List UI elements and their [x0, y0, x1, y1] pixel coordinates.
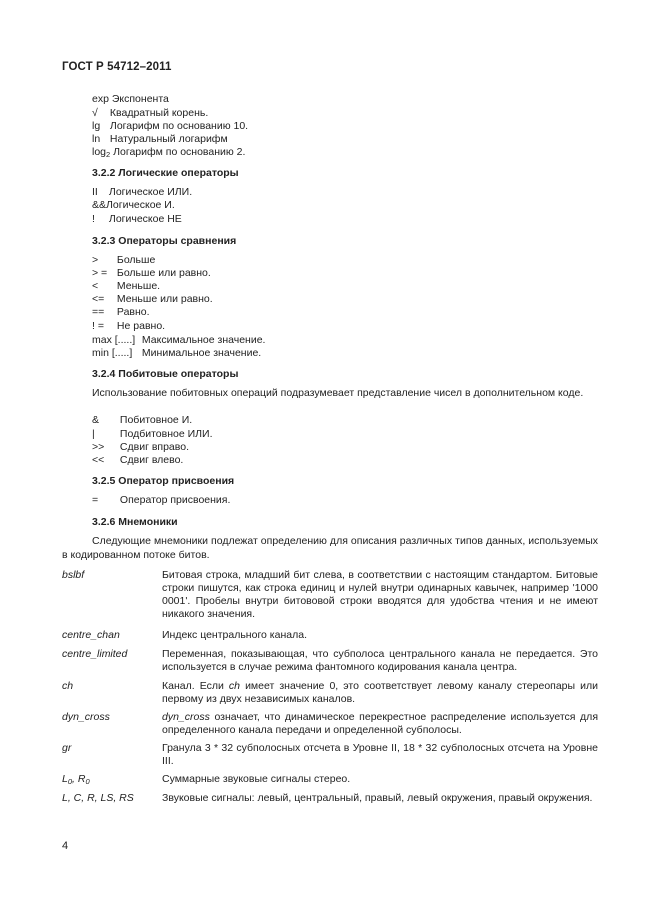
- bitwise-intro: Использование побитовных операций подразумевает представление чисел в дополнительном коде.: [92, 387, 584, 399]
- op-description: Минимальное значение.: [141, 347, 262, 359]
- def-lcr: Звуковые сигналы: левый, центральный, правый, левый окружения, правый окружения.: [162, 792, 593, 804]
- def-ch: [162, 680, 598, 706]
- op-symbol: <: [92, 280, 99, 292]
- bitwise-op: [92, 441, 189, 453]
- op-description: Логическое НЕ: [108, 213, 182, 225]
- op-description: Побитовное И.: [119, 414, 193, 426]
- term-lcr: L, C, R, LS, RS: [62, 792, 134, 804]
- op-symbol-subscript: 2: [106, 150, 111, 159]
- compare-op: [92, 347, 261, 359]
- compare-op: [92, 254, 155, 266]
- logic-not: [92, 213, 182, 225]
- def-ch-term: ch: [228, 680, 240, 692]
- page-number: 4: [62, 840, 69, 852]
- op-description: Логарифм по основанию 2.: [113, 146, 246, 158]
- op-symbol: max [.....]: [92, 334, 136, 346]
- op-symbol-base: log: [92, 146, 107, 158]
- def-gr: Гранула 3 * 32 субполосных отсчета в Уровне II, 18 * 32 субполосных отсчета на Уровне III.: [162, 742, 598, 767]
- bitwise-op: [92, 428, 213, 440]
- op-description: Больше: [116, 254, 156, 266]
- def-ch-text-a: Канал. Если: [162, 680, 229, 692]
- op-log2: [92, 146, 245, 158]
- op-description: Квадратный корень.: [109, 107, 209, 119]
- mnemonic-intro: Следующие мнемоники подлежат определению для описания различных типов данных, используемых в кодированном потоке битов.: [62, 535, 598, 561]
- op-symbol: >: [92, 254, 99, 266]
- def-centre-limited: Переменная, показывающая, что субполоса центрального канала не передается. Это используется в случае режима фантомного кодирования канала центра.: [162, 648, 598, 673]
- def-dyn-cross: [162, 711, 598, 737]
- compare-op: [92, 293, 213, 305]
- compare-op: [92, 334, 265, 346]
- term-l0-separator: ,: [72, 773, 78, 785]
- op-description: Оператор присвоения.: [119, 494, 231, 506]
- def-l0-r0: Суммарные звуковые сигналы стерео.: [162, 773, 351, 785]
- op-symbol: exp: [92, 93, 109, 105]
- bitwise-op: [92, 454, 183, 466]
- term-centre-chan: centre_chan: [62, 629, 120, 641]
- op-description: Логарифм по основанию 10.: [109, 120, 249, 132]
- op-symbol: =: [92, 494, 99, 506]
- op-symbol: &&: [92, 199, 107, 211]
- op-symbol: II: [92, 186, 98, 198]
- def-dyn-cross-term: dyn_cross: [162, 711, 210, 723]
- compare-op: [92, 306, 150, 318]
- bitwise-op: [92, 414, 192, 426]
- term-r0-letter: R: [77, 773, 86, 785]
- op-description: Логическое ИЛИ.: [108, 186, 193, 198]
- sqrt-icon: √: [92, 107, 98, 119]
- op-description: Подбитовное ИЛИ.: [119, 428, 213, 440]
- term-l0-subscript: 0: [67, 777, 73, 786]
- op-symbol: >>: [92, 441, 105, 453]
- compare-op: [92, 320, 165, 332]
- op-ln: [92, 133, 228, 145]
- section-heading-assign: 3.2.5 Оператор присвоения: [92, 475, 235, 487]
- compare-op: [92, 267, 211, 279]
- op-symbol: lg: [92, 120, 101, 132]
- def-bslbf: Битовая строка, младший бит слева, в соответствии с настоящим стандартом. Битовые строки пишутся, как строка единиц и нулей внутри одинарных кавычек, например '1000 0001'. Пробелы внутри битововой строки вводятся для удобства чтения и не имеют никакого значения.: [162, 569, 598, 620]
- op-symbol: min [.....]: [92, 347, 133, 359]
- op-symbol: ==: [92, 306, 105, 318]
- term-r0-subscript: 0: [85, 777, 90, 786]
- op-description: Максимальное значение.: [141, 334, 266, 346]
- term-gr: gr: [62, 742, 72, 754]
- op-description: Натуральный логарифм: [109, 133, 228, 145]
- op-description: Больше или равно.: [116, 267, 211, 279]
- op-description: Равно.: [116, 306, 150, 318]
- op-sqrt: [92, 107, 208, 119]
- section-heading-compare: 3.2.3 Операторы сравнения: [92, 235, 237, 247]
- op-description: Сдвиг влево.: [119, 454, 184, 466]
- op-description: Сдвиг вправо.: [119, 441, 189, 453]
- op-symbol: > =: [92, 267, 108, 279]
- op-symbol: <=: [92, 293, 105, 305]
- op-symbol: [92, 146, 110, 158]
- op-symbol: |: [92, 428, 95, 440]
- term-centre-limited: centre_limited: [62, 648, 128, 660]
- compare-op: [92, 280, 160, 292]
- logic-or: [92, 186, 192, 198]
- op-symbol: ! =: [92, 320, 104, 332]
- assign-op: [92, 494, 230, 506]
- op-exp: [92, 93, 169, 105]
- op-description: Меньше или равно.: [116, 293, 213, 305]
- op-lg: [92, 120, 248, 132]
- op-description: Экспонента: [111, 93, 169, 105]
- term-bslbf: bslbf: [62, 569, 85, 581]
- op-symbol: <<: [92, 454, 105, 466]
- term-l0-letter: L: [62, 773, 68, 785]
- op-symbol: !: [92, 213, 95, 225]
- page-header: ГОСТ Р 54712–2011: [62, 61, 172, 73]
- section-heading-logic: 3.2.2 Логические операторы: [92, 167, 239, 179]
- op-description: Логическое И.: [106, 199, 175, 211]
- section-heading-bitwise: 3.2.4 Побитовые операторы: [92, 368, 239, 380]
- def-dyn-cross-text: означает, что динамическое перекрестное распределение используется для определенного канала передачи и определенной субполосы.: [162, 711, 598, 736]
- term-dyn-cross: dyn_cross: [62, 711, 110, 723]
- term-ch: ch: [62, 680, 74, 692]
- op-description: Меньше.: [116, 280, 161, 292]
- def-ch-text-b: имеет значение 0, это соответствует левому каналу стереопары или первому из двух независимых каналов.: [162, 680, 598, 705]
- op-symbol: &: [92, 414, 100, 426]
- op-description: Не равно.: [116, 320, 166, 332]
- def-centre-chan: Индекс центрального канала.: [162, 629, 307, 641]
- op-symbol: ln: [92, 133, 101, 145]
- section-heading-mnemonic: 3.2.6 Мнемоники: [92, 516, 178, 528]
- term-l0-r0: [62, 773, 90, 786]
- logic-and: [92, 199, 175, 211]
